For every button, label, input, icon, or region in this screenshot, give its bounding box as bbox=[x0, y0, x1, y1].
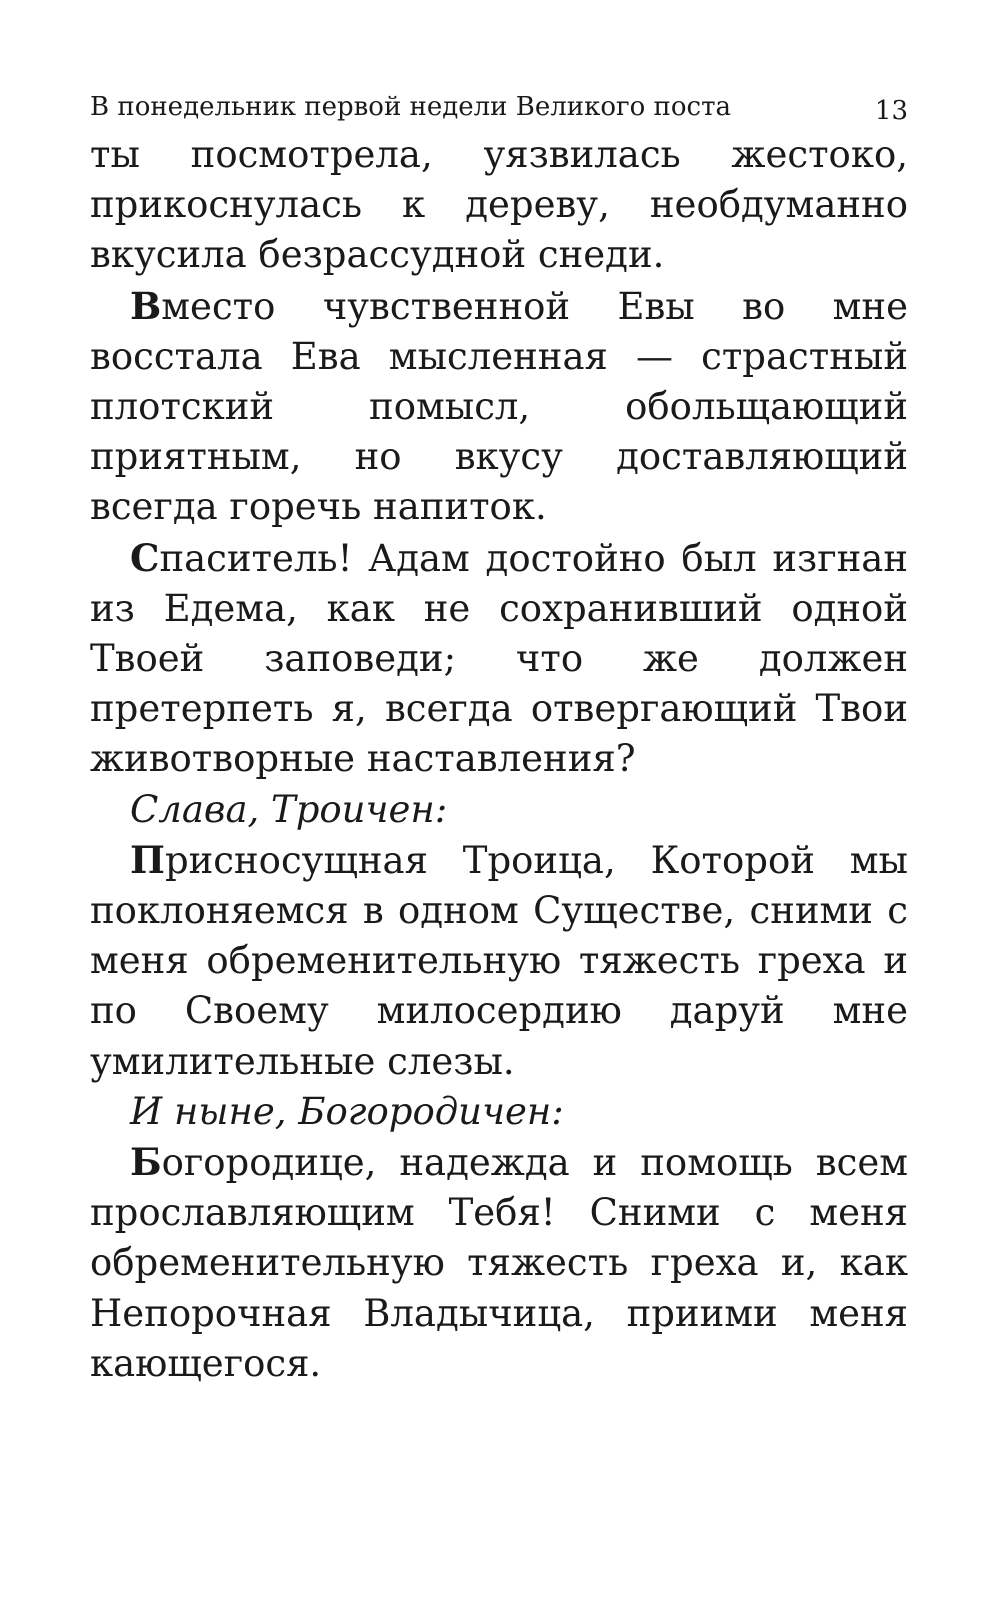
paragraph-text: огородице, надежда и помощь всем прославляющим Тебя! Сними с меня обременительную тяжесть греха и, как Непорочная Владычица, приими меня кающегося. bbox=[90, 1141, 908, 1385]
drop-initial: В bbox=[130, 283, 162, 328]
drop-initial: Б bbox=[130, 1140, 162, 1185]
paragraph-saviour bbox=[90, 533, 908, 785]
paragraph-text: рисносущная Троица, Которой мы поклоняемся в одном Существе, сними с меня обременительную тяжесть греха и по Своему милосердию даруй мне умилительные слезы. bbox=[90, 838, 908, 1083]
paragraph-trinity bbox=[90, 835, 908, 1087]
drop-initial: С bbox=[130, 535, 160, 580]
paragraph-eve bbox=[90, 281, 908, 533]
running-header bbox=[90, 84, 908, 130]
paragraph-text: паситель! Адам достойно был изгнан из Едема, как не сохранивший одной Твоей заповеди; что же должен претерпеть я, всегда отвергающий Твои животворные наставления? bbox=[90, 536, 908, 781]
drop-initial: П bbox=[130, 837, 165, 882]
rubric-glory-trinity: Слава, Троичен: bbox=[130, 787, 448, 831]
paragraph-theotokos bbox=[90, 1137, 908, 1389]
rubric-theotokion: И ныне, Богородичен: bbox=[130, 1089, 564, 1133]
running-title: В понедельник первой недели Великого поста bbox=[90, 92, 731, 122]
page-number: 13 bbox=[874, 96, 908, 126]
paragraph-continuation: ты посмотрела, уязвилась жестоко, прикоснулась к дереву, необдуманно вкусила безрассудной снеди. bbox=[90, 133, 908, 277]
paragraph-text: место чувственной Евы во мне восстала Ева мысленная — страстный плотский помысл, обольщающий приятным, но вкусу доставляющий всегда горечь напиток. bbox=[90, 284, 908, 529]
body-text bbox=[90, 130, 908, 1389]
book-page bbox=[90, 84, 908, 1389]
